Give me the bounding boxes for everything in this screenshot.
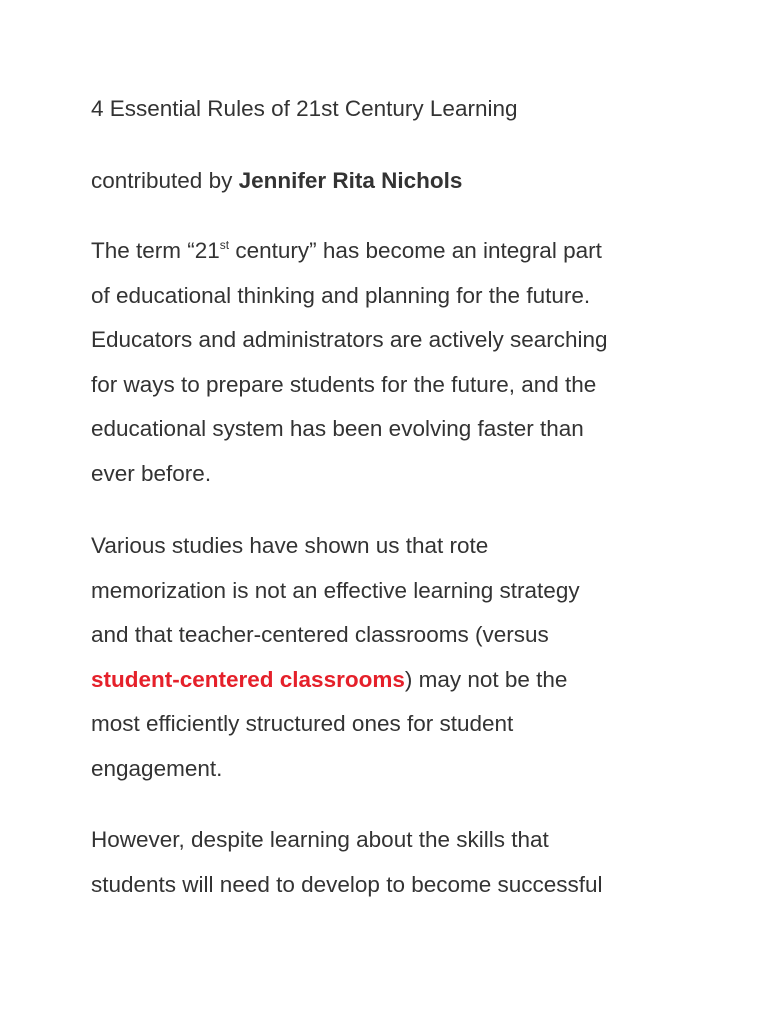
text-span: The term “21 <box>91 238 220 263</box>
text-span: century” has become an integral part <box>229 238 602 263</box>
paragraph-line: ever before. <box>91 460 212 486</box>
superscript: st <box>219 238 230 252</box>
paragraph-line: memorization is not an effective learning strategy <box>91 577 580 603</box>
paragraph-line: students will need to develop to become successful <box>91 871 603 897</box>
paragraph-line: However, despite learning about the skills that <box>91 827 549 852</box>
paragraph-line: Various studies have shown us that rote <box>91 533 489 558</box>
paragraph-line: and that teacher-centered classrooms (versus <box>91 622 549 647</box>
student-centered-link[interactable]: student-centered classrooms <box>91 666 405 692</box>
text-span: ) may not be the <box>404 666 568 692</box>
article-title: 4 Essential Rules of 21st Century Learning <box>91 96 518 121</box>
byline-prefix: contributed by <box>91 168 233 193</box>
paragraph-line <box>91 229 608 274</box>
paragraph-however <box>91 818 603 907</box>
paragraph-line: of educational thinking and planning for the future. <box>91 282 591 308</box>
paragraph-line: for ways to prepare students for the future, and the <box>91 371 597 397</box>
paragraph-line: educational system has been evolving faster than <box>91 416 584 441</box>
paragraph-line <box>91 658 580 703</box>
paragraph-intro <box>91 229 608 496</box>
paragraph-line: engagement. <box>91 755 223 781</box>
byline <box>91 166 462 196</box>
paragraph-studies <box>91 524 580 791</box>
author-name: Jennifer Rita Nichols <box>238 168 463 193</box>
paragraph-line: most efficiently structured ones for student <box>91 711 514 736</box>
paragraph-line: Educators and administrators are actively searching <box>91 327 608 352</box>
